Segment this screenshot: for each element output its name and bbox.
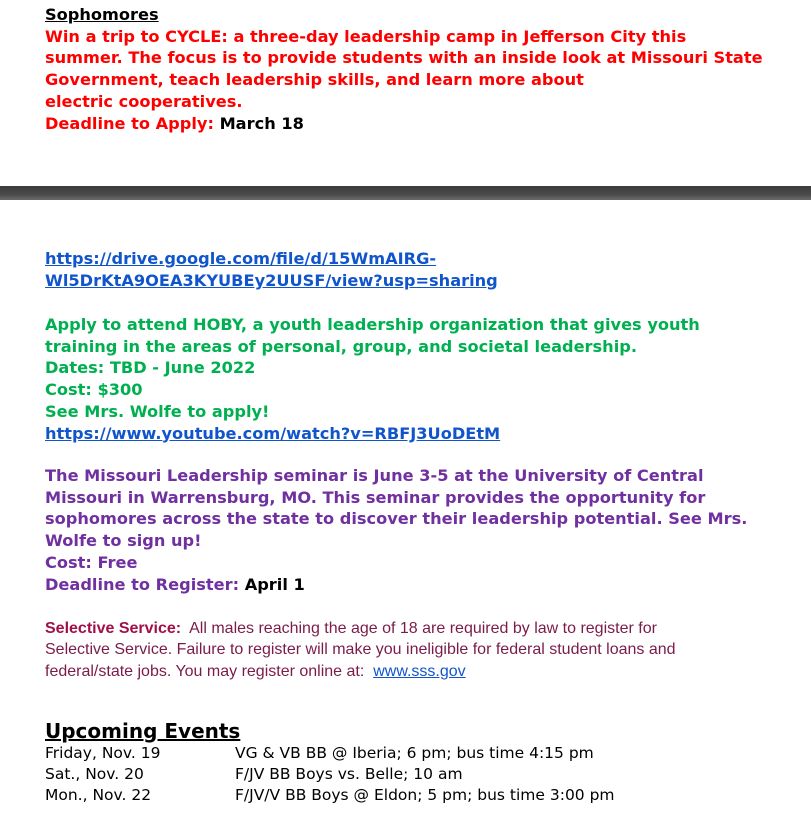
hoby-youtube-link[interactable]: https://www.youtube.com/watch?v=RBFJ3UoDEtM [45,423,501,443]
hoby-cost: Cost: $300 [45,380,143,400]
hoby-line-1: Apply to attend HOBY, a youth leadership organization that gives youth [45,315,700,334]
cycle-line-2: summer. The focus is to provide students with an inside look at Missouri State [45,48,763,68]
hoby-line-2: training in the areas of personal, group, and societal leadership. [45,336,637,356]
sophomores-heading: Sophomores [45,5,159,24]
cycle-deadline-label: Deadline to Apply: [45,113,214,133]
missouri-deadline-value: April 1 [244,574,305,594]
page-bottom [0,200,811,819]
sss-gov-link[interactable]: www.sss.gov [373,662,466,680]
event-date: Mon., Nov. 22 [45,786,152,804]
cycle-line-4: electric cooperatives. [45,91,243,111]
ss-line-1 [45,618,676,639]
ss-text-1: All males reaching the age of 18 are required by law to register for [189,620,657,637]
event-description: F/JV BB Boys vs. Belle; 10 am [235,765,463,783]
sophomores-section [45,4,763,134]
drive-link-line-2[interactable]: Wl5DrKtA9OEA3KYUBEy2UUSF/view?usp=sharing [45,270,498,290]
missouri-deadline [45,574,747,596]
cycle-line-3: Government, teach leadership skills, and learn more about [45,70,584,90]
event-description: F/JV/V BB Boys @ Eldon; 5 pm; bus time 3:00 pm [235,786,615,804]
ss-line-3 [45,661,676,682]
hoby-dates: Dates: TBD - June 2022 [45,358,256,378]
ss-label: Selective Service: [45,620,182,637]
missouri-deadline-label: Deadline to Register: [45,574,240,594]
event-date: Friday, Nov. 19 [45,744,161,762]
page-top [0,0,811,186]
drive-link-block[interactable] [45,248,498,291]
cycle-line-1: Win a trip to CYCLE: a three-day leadership camp in Jefferson City this [45,26,687,46]
event-date: Sat., Nov. 20 [45,765,144,783]
hoby-section [45,314,700,444]
ss-text-2: Selective Service. Failure to register will make you ineligible for federal student loans and [45,641,676,659]
missouri-line-2: Missouri in Warrensburg, MO. This seminar provides the opportunity for [45,487,706,507]
hoby-apply: See Mrs. Wolfe to apply! [45,401,270,421]
missouri-cost: Cost: Free [45,552,138,572]
upcoming-events-title: Upcoming Events [45,719,241,743]
missouri-seminar-section [45,465,747,595]
upcoming-events-section [45,720,745,810]
page-separator [0,186,811,200]
event-description: VG & VB BB @ Iberia; 6 pm; bus time 4:15 pm [235,744,594,762]
missouri-line-3: sophomores across the state to discover their leadership potential. See Mrs. [45,509,748,529]
missouri-line-1: The Missouri Leadership seminar is June 3-5 at the University of Central [45,466,704,485]
missouri-line-4: Wolfe to sign up! [45,531,202,551]
selective-service-section [45,618,676,682]
cycle-deadline [45,113,763,135]
ss-text-3: federal/state jobs. You may register online at: [45,662,365,680]
cycle-deadline-value: March 18 [219,113,304,133]
drive-link-line-1[interactable]: https://drive.google.com/file/d/15WmAIRG- [45,249,437,268]
